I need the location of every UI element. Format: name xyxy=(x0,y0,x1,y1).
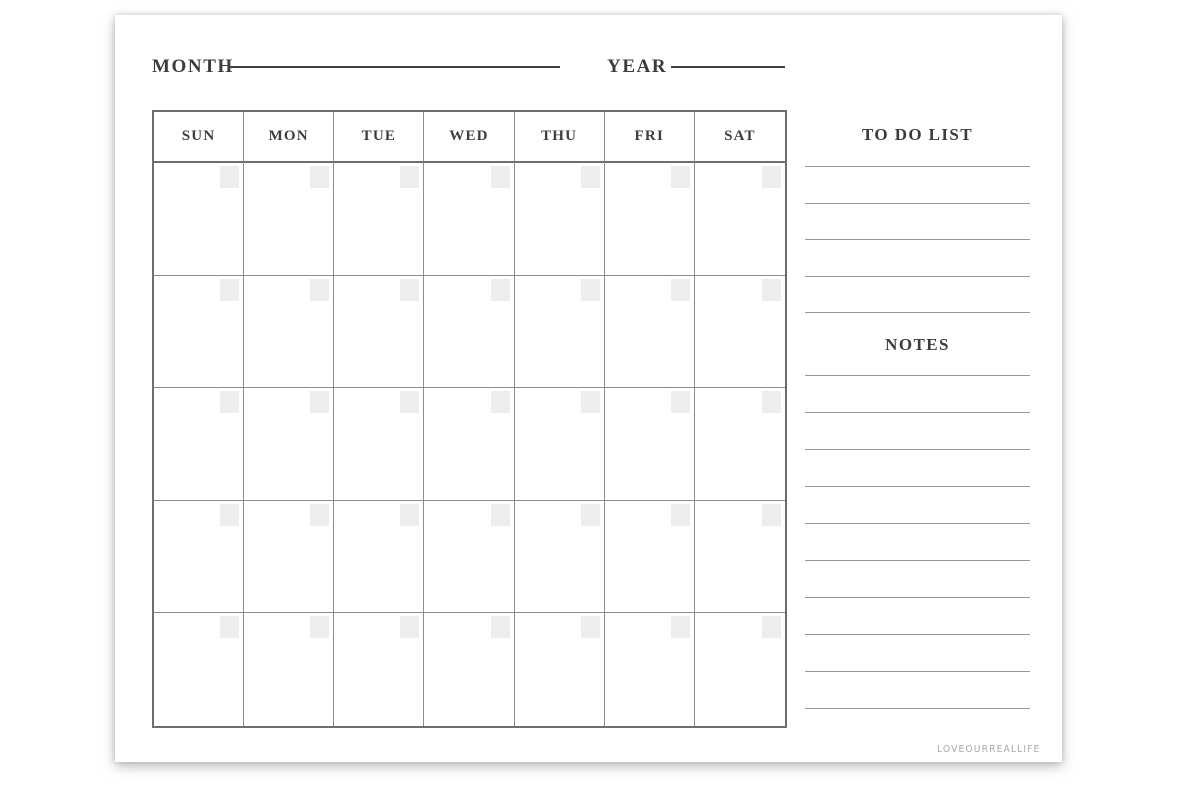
date-box xyxy=(400,279,419,301)
writing-line xyxy=(805,412,1030,413)
date-box xyxy=(400,504,419,526)
date-box xyxy=(491,504,510,526)
writing-line xyxy=(805,560,1030,561)
date-box xyxy=(671,279,690,301)
calendar-cell xyxy=(515,388,605,501)
calendar-cell xyxy=(515,163,605,276)
writing-line xyxy=(805,239,1030,240)
date-box xyxy=(671,504,690,526)
writing-line xyxy=(805,449,1030,450)
month-fill-line xyxy=(228,66,560,68)
calendar-cell xyxy=(605,613,695,726)
writing-line xyxy=(805,486,1030,487)
writing-line xyxy=(805,671,1030,672)
calendar-cell xyxy=(605,163,695,276)
calendar-cell xyxy=(515,276,605,389)
date-box xyxy=(671,391,690,413)
calendar-cell xyxy=(334,163,424,276)
date-box xyxy=(220,166,239,188)
date-box xyxy=(762,616,781,638)
date-box xyxy=(581,391,600,413)
day-header-thu: THU xyxy=(515,112,605,163)
notes-title: NOTES xyxy=(885,335,950,354)
date-box xyxy=(310,279,329,301)
calendar-cell xyxy=(695,163,785,276)
day-header-mon: MON xyxy=(244,112,334,163)
calendar-cell xyxy=(424,613,514,726)
writing-line xyxy=(805,708,1030,709)
calendar-cell xyxy=(334,388,424,501)
side-panel xyxy=(805,123,1030,709)
todo-list-title: TO DO LIST xyxy=(861,125,973,144)
date-box xyxy=(581,504,600,526)
date-box xyxy=(310,616,329,638)
date-box xyxy=(762,279,781,301)
date-box xyxy=(400,616,419,638)
date-box xyxy=(310,504,329,526)
date-box xyxy=(310,166,329,188)
calendar-cell xyxy=(154,613,244,726)
date-box xyxy=(581,279,600,301)
calendar-cell xyxy=(244,163,334,276)
calendar-cell xyxy=(334,613,424,726)
writing-line xyxy=(805,634,1030,635)
calendar-cell xyxy=(695,501,785,614)
calendar-cell xyxy=(424,501,514,614)
date-box xyxy=(671,616,690,638)
calendar-cell xyxy=(154,501,244,614)
day-header-fri: FRI xyxy=(605,112,695,163)
calendar-cell xyxy=(424,163,514,276)
todo-lines xyxy=(805,166,1030,313)
calendar-cell xyxy=(334,276,424,389)
writing-line xyxy=(805,276,1030,277)
date-box xyxy=(762,391,781,413)
month-label: MONTH xyxy=(152,56,234,77)
writing-line xyxy=(805,166,1030,167)
calendar-page xyxy=(115,15,1062,762)
calendar-cell xyxy=(605,388,695,501)
date-box xyxy=(762,504,781,526)
date-box xyxy=(581,166,600,188)
date-box xyxy=(220,391,239,413)
writing-line xyxy=(805,523,1030,524)
date-box xyxy=(491,391,510,413)
calendar-cell xyxy=(154,388,244,501)
writing-line xyxy=(805,597,1030,598)
calendar-cell xyxy=(605,276,695,389)
date-box xyxy=(671,166,690,188)
calendar-cell xyxy=(334,501,424,614)
date-box xyxy=(220,504,239,526)
date-box xyxy=(491,279,510,301)
writing-line xyxy=(805,375,1030,376)
calendar-cell xyxy=(244,276,334,389)
calendar-cell xyxy=(695,276,785,389)
date-box xyxy=(220,616,239,638)
calendar-cell xyxy=(695,613,785,726)
calendar-cell xyxy=(244,388,334,501)
date-box xyxy=(220,279,239,301)
calendar-grid xyxy=(152,110,787,728)
day-header-wed: WED xyxy=(424,112,514,163)
year-label: YEAR xyxy=(607,56,668,77)
year-fill-line xyxy=(671,66,785,68)
writing-line xyxy=(805,312,1030,313)
calendar-cell xyxy=(515,501,605,614)
writing-line xyxy=(805,203,1030,204)
date-box xyxy=(400,166,419,188)
calendar-cell xyxy=(424,276,514,389)
date-box xyxy=(581,616,600,638)
date-box xyxy=(491,166,510,188)
calendar-cell xyxy=(244,501,334,614)
calendar-cell xyxy=(424,388,514,501)
calendar-cell xyxy=(695,388,785,501)
day-header-sun: SUN xyxy=(154,112,244,163)
date-box xyxy=(762,166,781,188)
watermark-text: LOVEOURREALLIFE xyxy=(936,744,1040,755)
day-header-sat: SAT xyxy=(695,112,785,163)
date-box xyxy=(400,391,419,413)
day-header-tue: TUE xyxy=(334,112,424,163)
calendar-cell xyxy=(605,501,695,614)
calendar-cell xyxy=(244,613,334,726)
date-box xyxy=(310,391,329,413)
calendar-cell xyxy=(154,276,244,389)
notes-lines xyxy=(805,375,1030,709)
date-box xyxy=(491,616,510,638)
calendar-cell xyxy=(515,613,605,726)
calendar-cell xyxy=(154,163,244,276)
